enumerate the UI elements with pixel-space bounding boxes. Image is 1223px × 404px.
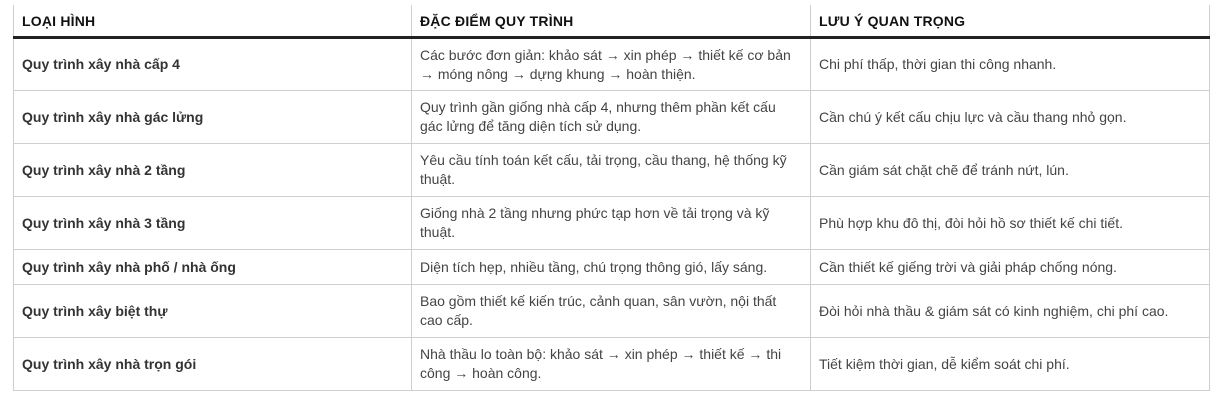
row-features: Yêu cầu tính toán kết cấu, tải trọng, cầu thang, hệ thống kỹ thuật. — [412, 144, 811, 197]
row-features: Bao gồm thiết kế kiến trúc, cảnh quan, sân vườn, nội thất cao cấp. — [412, 285, 811, 338]
row-type: Quy trình xây nhà 2 tầng — [14, 144, 412, 197]
row-features: Nhà thầu lo toàn bộ: khảo sát → xin phép → thiết kế → thi công → hoàn công. — [412, 338, 811, 391]
row-notes: Cần giám sát chặt chẽ để tránh nứt, lún. — [811, 144, 1210, 197]
row-features: Giống nhà 2 tầng nhưng phức tạp hơn về tải trọng và kỹ thuật. — [412, 197, 811, 250]
row-type: Quy trình xây nhà gác lửng — [14, 91, 412, 144]
header-row — [14, 5, 1210, 38]
table-body — [14, 38, 1210, 391]
table-row — [14, 38, 1210, 91]
row-features: Quy trình gần giống nhà cấp 4, nhưng thêm phần kết cấu gác lửng để tăng diện tích sử dụng. — [412, 91, 811, 144]
table-row — [14, 91, 1210, 144]
row-notes: Tiết kiệm thời gian, dễ kiểm soát chi phí. — [811, 338, 1210, 391]
row-type: Quy trình xây nhà cấp 4 — [14, 38, 412, 91]
row-type: Quy trình xây nhà 3 tầng — [14, 197, 412, 250]
table-row — [14, 250, 1210, 285]
table-row — [14, 197, 1210, 250]
header-features: ĐẶC ĐIỂM QUY TRÌNH — [412, 5, 811, 38]
row-notes: Đòi hỏi nhà thầu & giám sát có kinh nghiệm, chi phí cao. — [811, 285, 1210, 338]
row-notes: Chi phí thấp, thời gian thi công nhanh. — [811, 38, 1210, 91]
house-construction-process-table — [13, 5, 1210, 391]
header-type: LOẠI HÌNH — [14, 5, 412, 38]
header-notes: LƯU Ý QUAN TRỌNG — [811, 5, 1210, 38]
row-type: Quy trình xây nhà phố / nhà ống — [14, 250, 412, 285]
table-row — [14, 285, 1210, 338]
row-notes: Cần thiết kế giếng trời và giải pháp chống nóng. — [811, 250, 1210, 285]
table-row — [14, 338, 1210, 391]
row-notes: Cần chú ý kết cấu chịu lực và cầu thang nhỏ gọn. — [811, 91, 1210, 144]
row-type: Quy trình xây biệt thự — [14, 285, 412, 338]
row-notes: Phù hợp khu đô thị, đòi hỏi hồ sơ thiết kế chi tiết. — [811, 197, 1210, 250]
comparison-table-wrapper — [13, 5, 1209, 391]
table-header — [14, 5, 1210, 38]
row-type: Quy trình xây nhà trọn gói — [14, 338, 412, 391]
row-features: Diện tích hẹp, nhiều tầng, chú trọng thông gió, lấy sáng. — [412, 250, 811, 285]
table-row — [14, 144, 1210, 197]
row-features: Các bước đơn giản: khảo sát → xin phép → thiết kế cơ bản → móng nông → dựng khung → hoàn thiện. — [412, 38, 811, 91]
